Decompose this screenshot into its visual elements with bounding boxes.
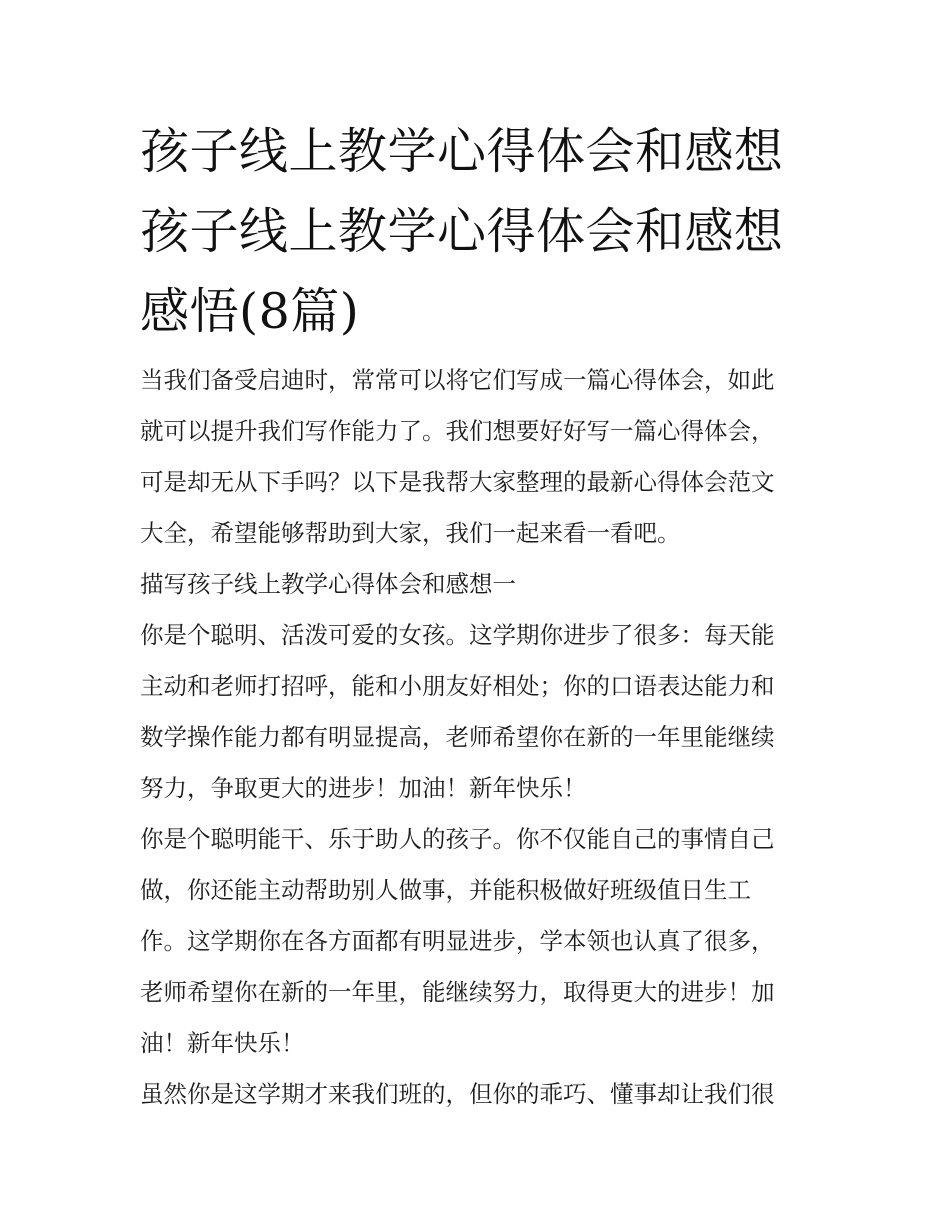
body-line: 当我们备受启迪时，常常可以将它们写成一篇心得体会，如此 bbox=[140, 366, 775, 394]
body-line: 你是个聪明、活泼可爱的女孩。这学期你进步了很多：每天能 bbox=[140, 621, 775, 649]
title-line: 孩子线上教学心得体会和感想 bbox=[140, 123, 784, 180]
title-line: 感悟(8篇) bbox=[140, 283, 360, 340]
body-line: 主动和老师打招呼，能和小朋友好相处；你的口语表达能力和 bbox=[140, 672, 775, 700]
document-title bbox=[140, 112, 820, 352]
body-line: 油！新年快乐！ bbox=[140, 1029, 305, 1057]
body-line: 大全，希望能够帮助到大家，我们一起来看一看吧。 bbox=[140, 519, 681, 547]
body-line: 可是却无从下手吗？以下是我帮大家整理的最新心得体会范文 bbox=[140, 468, 775, 496]
title-line: 孩子线上教学心得体会和感想 bbox=[140, 203, 784, 260]
document-body bbox=[140, 355, 830, 1120]
body-line: 作。这学期你在各方面都有明显进步，学本领也认真了很多， bbox=[140, 927, 775, 955]
body-line: 老师希望你在新的一年里，能继续努力，取得更大的进步！加 bbox=[140, 978, 775, 1006]
section-heading: 描写孩子线上教学心得体会和感想一 bbox=[140, 570, 516, 598]
body-line: 做，你还能主动帮助别人做事，并能积极做好班级值日生工 bbox=[140, 876, 751, 904]
body-line: 虽然你是这学期才来我们班的，但你的乖巧、懂事却让我们很 bbox=[140, 1080, 775, 1108]
body-line: 就可以提升我们写作能力了。我们想要好好写一篇心得体会， bbox=[140, 417, 775, 445]
body-line: 你是个聪明能干、乐于助人的孩子。你不仅能自己的事情自己 bbox=[140, 825, 775, 853]
body-line: 数学操作能力都有明显提高，老师希望你在新的一年里能继续 bbox=[140, 723, 775, 751]
body-line: 努力，争取更大的进步！加油！新年快乐！ bbox=[140, 774, 587, 802]
